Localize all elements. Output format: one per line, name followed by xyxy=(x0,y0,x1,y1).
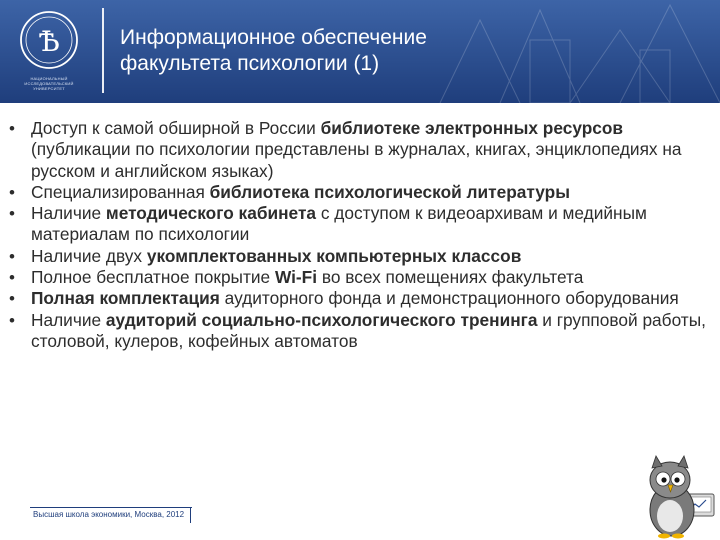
bullet-text: Доступ к самой обширной в России xyxy=(31,118,321,138)
logo-caption-line1: НАЦИОНАЛЬНЫЙ ИССЛЕДОВАТЕЛЬСКИЙ xyxy=(24,76,74,86)
footer-line xyxy=(30,507,192,508)
hse-logo xyxy=(8,8,90,93)
bullet-item xyxy=(0,310,720,353)
bullet-dot: • xyxy=(9,119,15,138)
svg-text:Ѣ: Ѣ xyxy=(38,25,60,58)
bullet-text: и групповой работы, столовой, кулеров, кофейных автоматов xyxy=(31,309,706,351)
header-divider xyxy=(102,8,104,93)
bullet-text: во всех помещениях факультета xyxy=(317,267,584,288)
bullet-dot: • xyxy=(9,268,15,288)
bullet-bold-text: аудиторий социально-психологического тренинга xyxy=(105,309,538,330)
bullet-text: с доступом к видеоархивам и медийным материалам по психологии xyxy=(31,203,647,245)
bullet-text: Наличие xyxy=(31,203,106,224)
bullet-bold-text: Wi-Fi xyxy=(274,267,318,288)
bullet-text: Наличие xyxy=(31,309,106,330)
bullet-text: Специализированная xyxy=(31,181,210,202)
bullet-bold-text: библиотека психологической литературы xyxy=(209,181,570,202)
slide-header xyxy=(0,0,720,103)
bullet-dot: • xyxy=(9,182,15,202)
logo-caption xyxy=(8,76,90,91)
logo-caption-line2: УНИВЕРСИТЕТ xyxy=(33,86,65,91)
bullet-dot: • xyxy=(9,246,15,266)
bullet-bold-text: методического кабинета xyxy=(105,203,317,224)
bullet-list xyxy=(0,118,720,352)
bullet-bold-text: укомплектованных компьютерных классов xyxy=(146,245,522,266)
footer-text: Высшая школа экономики, Москва, 2012 xyxy=(33,510,185,519)
bullet-item xyxy=(0,267,720,288)
bullet-item xyxy=(0,203,720,246)
bullet-item xyxy=(0,182,720,203)
bullet-text: Наличие двух xyxy=(31,245,147,266)
owl-mascot-icon xyxy=(636,452,720,540)
slide-title xyxy=(120,25,680,77)
bullet-dot: • xyxy=(9,204,15,224)
bullet-dot: • xyxy=(9,289,15,309)
bullet-item xyxy=(0,288,720,309)
bullet-text: (публикации по психологии представлены в журналах, книгах, энциклопедиях на русском и английском языках) xyxy=(31,139,682,181)
bullet-item xyxy=(0,246,720,267)
bullet-bold-text: Полная комплектация xyxy=(31,288,220,309)
slide-title-line1: Информационное обеспечение xyxy=(120,26,427,49)
bullet-item xyxy=(0,118,720,182)
hse-logo-icon xyxy=(8,8,90,74)
bullet-text: Полное бесплатное покрытие xyxy=(31,267,275,288)
bullet-text: аудиторного фонда и демонстрационного оборудования xyxy=(219,288,679,309)
footer-tick xyxy=(190,507,191,523)
slide-title-line2: факультета психологии (1) xyxy=(120,52,380,75)
bullet-bold-text: библиотеке электронных ресурсов xyxy=(320,118,624,138)
bullet-dot: • xyxy=(9,310,15,330)
